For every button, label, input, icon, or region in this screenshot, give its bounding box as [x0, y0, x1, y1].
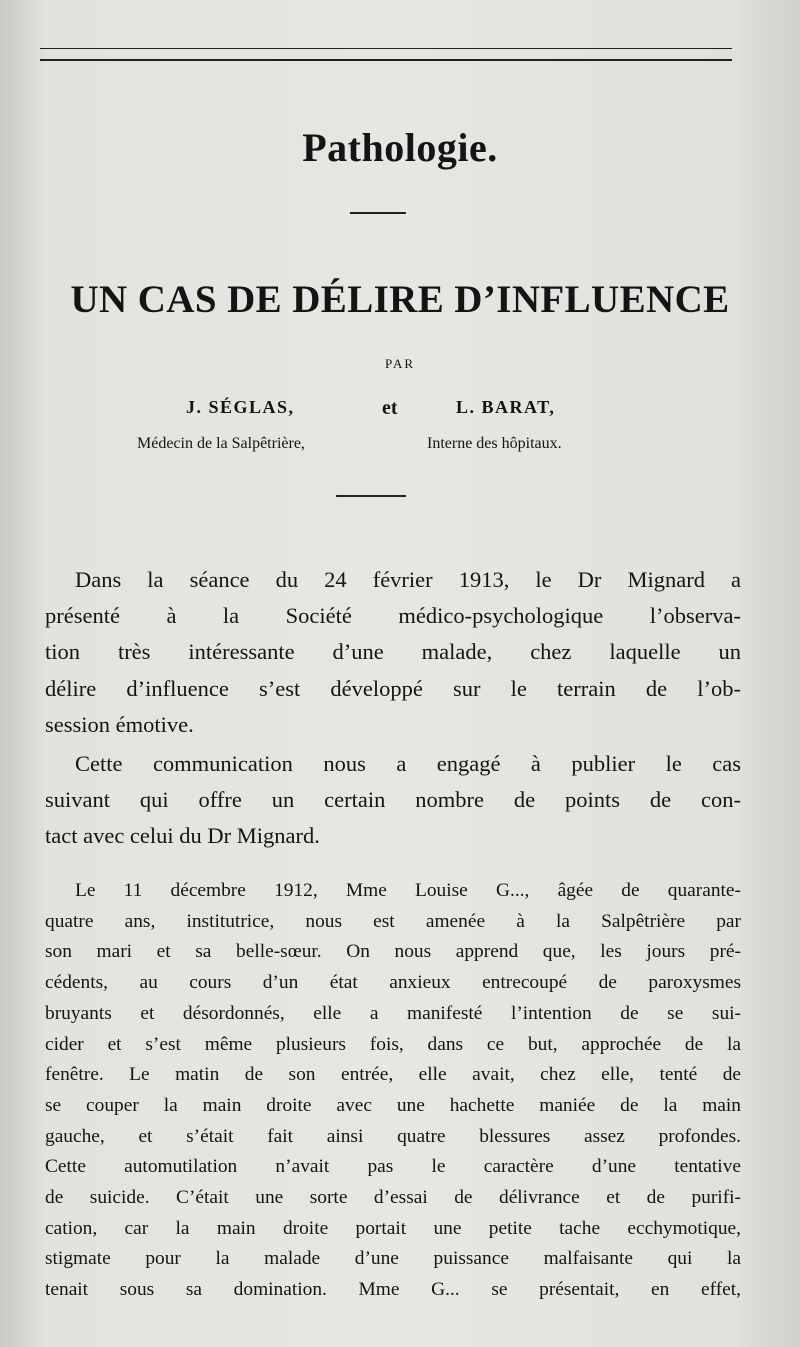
text-line: cédents, au cours d’un état anxieux entrecoupé de paroxysmes — [45, 972, 741, 994]
title-divider — [336, 495, 406, 497]
text-line: son mari et sa belle-sœur. On nous apprend que, les jours pré- — [45, 941, 741, 963]
lead-paragraph — [45, 746, 741, 855]
text-line: cation, car la main droite portait une petite tache ecchymotique, — [45, 1217, 741, 1239]
text-line: délire d’influence s’est développé sur le terrain de l’ob- — [45, 675, 741, 701]
text-line: quatre ans, institutrice, nous est amenée à la Salpêtrière par — [45, 910, 741, 932]
body-text — [45, 876, 741, 1306]
byline-par: PAR — [384, 356, 416, 371]
article-title: UN CAS DE DÉLIRE D’INFLUENCE — [70, 278, 730, 321]
text-line: tenait sous sa domination. Mme G... se présentait, en effet, — [45, 1279, 741, 1301]
text-line: suivant qui offre un certain nombre de points de con- — [45, 787, 741, 813]
text-line: tact avec celui du Dr Mignard. — [45, 823, 320, 849]
text-line: Le 11 décembre 1912, Mme Louise G..., âgée de quarante- — [75, 880, 741, 901]
text-line: session émotive. — [45, 711, 194, 737]
text-line: Dans la séance du 24 février 1913, le Dr Mignard a — [75, 567, 741, 592]
header-rule-thick — [40, 59, 732, 61]
section-heading: Pathologie. — [302, 125, 498, 170]
author-name: L. BARAT, — [456, 397, 556, 417]
header-rule-thin — [40, 48, 732, 49]
text-line: fenêtre. Le matin de son entrée, elle avait, chez elle, tenté de — [45, 1064, 741, 1086]
lead-text — [45, 562, 741, 855]
text-line: cider et s’est même plusieurs fois, dans ce but, approchée de la — [45, 1033, 741, 1055]
lead-paragraph — [45, 562, 741, 743]
text-line: tion très intéressante d’une malade, chez laquelle un — [45, 639, 741, 665]
text-line: Cette communication nous a engagé à publier le cas — [75, 751, 741, 777]
authors-block — [0, 397, 800, 452]
author-conjunction: et — [382, 397, 398, 419]
text-line: Cette automutilation n’avait pas le caractère d’une tentative — [45, 1156, 741, 1178]
author-affiliation: Médecin de la Salpêtrière, — [137, 435, 305, 452]
author-name: J. SÉGLAS, — [186, 397, 295, 417]
author-affiliation: Interne des hôpitaux. — [427, 435, 562, 452]
text-line: stigmate pour la malade d’une puissance malfaisante qui la — [45, 1248, 741, 1270]
text-line: de suicide. C’était une sorte d’essai de délivrance et de purifi- — [45, 1187, 741, 1209]
text-line: bruyants et désordonnés, elle a manifesté l’intention de se sui- — [45, 1002, 741, 1024]
text-line: gauche, et s’était fait ainsi quatre blessures assez profondes. — [45, 1125, 741, 1147]
section-divider — [350, 212, 406, 214]
text-line: se couper la main droite avec une hachette maniée de la main — [45, 1094, 741, 1116]
text-line: présenté à la Société médico-psychologique l’observa- — [45, 603, 741, 629]
